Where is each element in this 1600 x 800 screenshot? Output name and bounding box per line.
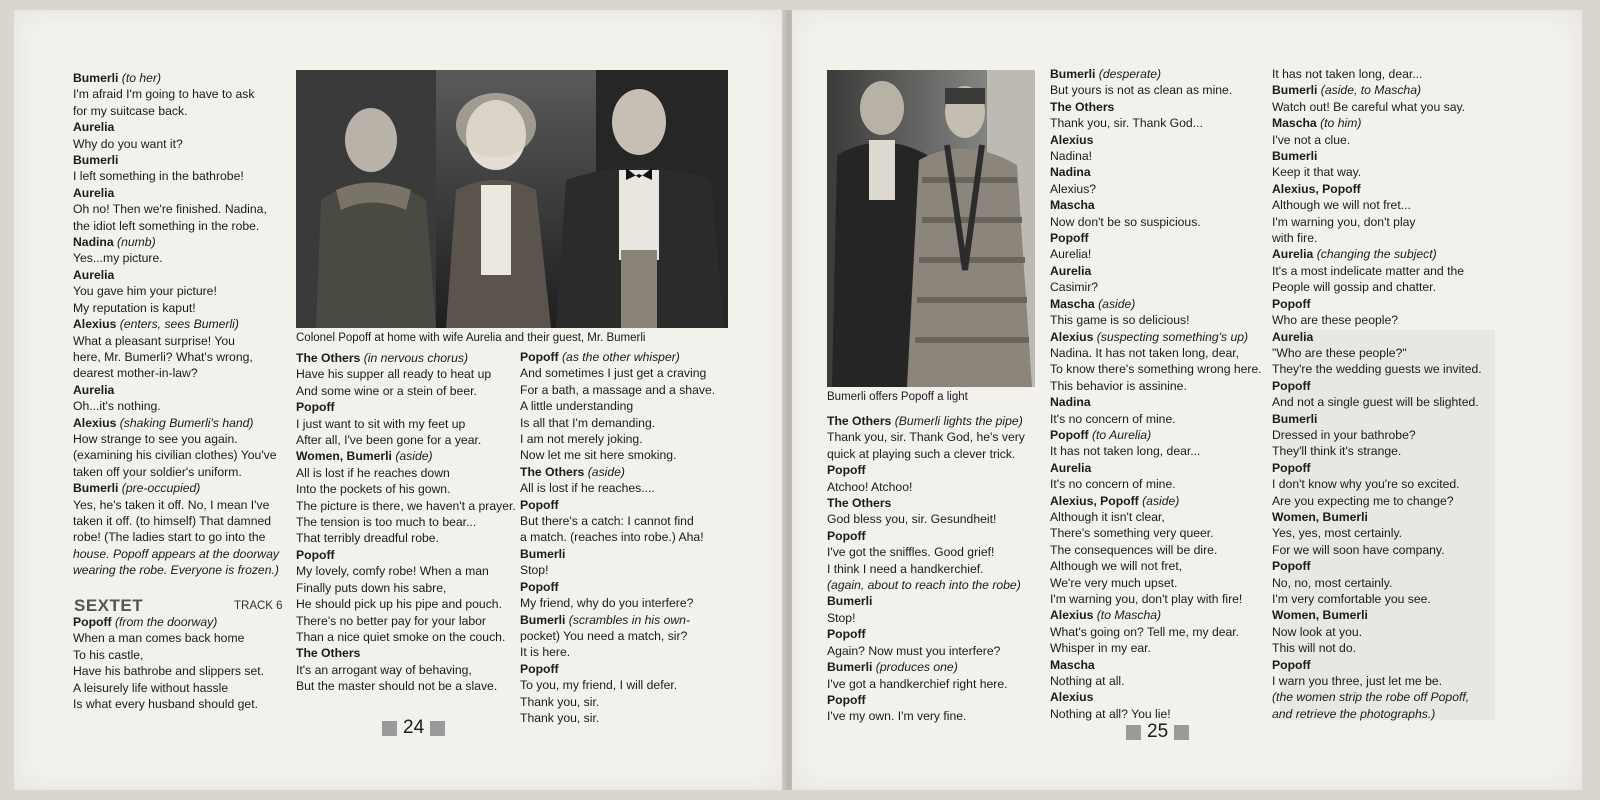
stage-direction: (to Mascha) bbox=[1096, 608, 1162, 623]
lyric-line: Watch out! Be careful what you say. bbox=[1272, 99, 1466, 114]
lyric-line: I'm very comfortable you see. bbox=[1272, 592, 1431, 606]
speaker-name: Aurelia bbox=[1050, 263, 1092, 278]
speaker-name: Aurelia bbox=[1050, 460, 1092, 475]
lyric-line: The picture is there, we haven't a prayer. bbox=[296, 498, 516, 513]
speaker-name: The Others bbox=[296, 351, 361, 365]
lyric-line: Casimir? bbox=[1050, 280, 1099, 295]
lyric-line: Thank you, sir. bbox=[520, 710, 600, 725]
lyric-line: And not a single guest will be slighted. bbox=[1272, 395, 1479, 410]
speaker-line bbox=[1272, 460, 1482, 476]
speaker-line bbox=[520, 579, 715, 595]
speaker-name: Alexius, Popoff bbox=[1050, 493, 1139, 508]
lyric-line: Oh...it's nothing. bbox=[73, 399, 161, 414]
speaker-name: Aurelia bbox=[73, 120, 115, 135]
speaker-line bbox=[1272, 558, 1482, 574]
speaker-line bbox=[827, 659, 1025, 675]
lyric-line: Finally puts down his sabre, bbox=[296, 580, 447, 595]
speaker-name: Bumerli bbox=[1272, 83, 1318, 98]
lyric-line: A leisurely life without hassle bbox=[73, 680, 229, 695]
speaker-name: Aurelia bbox=[73, 185, 115, 200]
lyric-line: Now look at you. bbox=[1272, 624, 1363, 639]
stage-direction: (aside) bbox=[1142, 493, 1180, 508]
speaker-line bbox=[73, 614, 264, 630]
lyric-line: God bless you, sir. Gesundheit! bbox=[827, 512, 997, 527]
speaker-line bbox=[827, 462, 1025, 478]
lyric-line: Yes, he's taken it off. No, I mean I've bbox=[73, 497, 270, 512]
lyric-line: The tension is too much to bear... bbox=[296, 515, 477, 530]
lyric-line: Yes, yes, most certainly. bbox=[1272, 526, 1403, 541]
lyric-line: I just want to sit with my feet up bbox=[296, 416, 466, 431]
speaker-line bbox=[1272, 181, 1482, 197]
lyric-line: All is lost if he reaches down bbox=[296, 465, 450, 480]
lyric-line: Keep it that way. bbox=[1272, 165, 1362, 180]
speaker-name: Popoff bbox=[296, 547, 335, 562]
lyric-line: here, Mr. Bumerli? What's wrong, bbox=[73, 349, 253, 364]
page-number-square-icon bbox=[382, 721, 397, 736]
stage-direction: (enters, sees Bumerli) bbox=[119, 317, 239, 332]
speaker-line bbox=[1050, 132, 1262, 148]
stage-direction: (aside) bbox=[1098, 296, 1136, 311]
lyric-line: I'm warning you, don't play bbox=[1272, 214, 1416, 229]
lyric-line: the idiot left something in the robe. bbox=[73, 218, 260, 233]
photo-caption-left: Colonel Popoff at home with wife Aurelia and their guest, Mr. Bumerli bbox=[296, 332, 646, 344]
speaker-name: Bumerli bbox=[827, 660, 873, 675]
speaker-line bbox=[1272, 148, 1482, 164]
lyric-line: A little understanding bbox=[520, 399, 634, 414]
speaker-name: Popoff bbox=[73, 615, 112, 629]
lyric-line: It's a most indelicate matter and the bbox=[1272, 263, 1465, 278]
stage-direction: (desperate) bbox=[1098, 67, 1162, 81]
lyric-line: But there's a catch: I cannot find bbox=[520, 514, 694, 529]
lyric-line: It is here. bbox=[520, 645, 571, 660]
speaker-line bbox=[827, 692, 1025, 708]
lyric-line: Who are these people? bbox=[1272, 313, 1399, 328]
speaker-name: Popoff bbox=[520, 579, 559, 594]
speaker-line bbox=[1272, 296, 1482, 312]
stage-direction: (produces one) bbox=[875, 660, 958, 675]
lyric-line: I've got a handkerchief right here. bbox=[827, 676, 1008, 691]
lyric-line: Now don't be so suspicious. bbox=[1050, 214, 1201, 229]
lyric-line: For a bath, a massage and a shave. bbox=[520, 382, 716, 397]
speaker-name: Bumerli bbox=[73, 481, 119, 496]
speaker-name: Popoff bbox=[520, 497, 559, 512]
page-number-left bbox=[382, 717, 445, 739]
lyric-line: Although we will not fret... bbox=[1272, 198, 1411, 213]
speaker-line bbox=[520, 497, 715, 513]
lyric-line: To you, my friend, I will defer. bbox=[520, 678, 678, 693]
speaker-name: Mascha bbox=[1050, 657, 1095, 672]
lyric-line: But the master should not be a slave. bbox=[296, 679, 498, 694]
stage-direction: (to Aurelia) bbox=[1091, 427, 1152, 442]
lyric-line: No, no, most certainly. bbox=[1272, 575, 1393, 590]
speaker-line bbox=[1050, 689, 1262, 705]
speaker-name: Popoff bbox=[520, 661, 559, 676]
stage-direction: (Bumerli lights the pipe) bbox=[894, 414, 1023, 428]
lyric-line: Into the pockets of his gown. bbox=[296, 482, 451, 497]
lyric-line: I'm afraid I'm going to have to ask bbox=[73, 87, 255, 102]
speaker-name: Alexius bbox=[1050, 608, 1094, 623]
lyric-line: All is lost if he reaches.... bbox=[520, 481, 655, 496]
lyric-line: My reputation is kaput! bbox=[73, 300, 196, 315]
lyric-line: Nothing at all. bbox=[1050, 674, 1125, 689]
speaker-name: Mascha bbox=[1050, 198, 1095, 213]
speaker-line bbox=[1272, 657, 1482, 673]
speaker-name: Bumerli bbox=[1272, 149, 1318, 164]
speaker-name: Popoff bbox=[1050, 231, 1089, 246]
lyric-line: There's no better pay for your labor bbox=[296, 613, 486, 628]
lyric-line: And sometimes I just get a craving bbox=[520, 366, 707, 381]
right-column-2 bbox=[1050, 66, 1262, 722]
stage-direction-line: (the women strip the robe off Popoff, bbox=[1272, 690, 1470, 705]
speaker-line bbox=[73, 234, 279, 250]
stage-direction: (in nervous chorus) bbox=[363, 351, 469, 365]
speaker-line bbox=[1050, 263, 1262, 279]
stage-direction-line: house. Popoff appears at the doorway bbox=[73, 546, 279, 561]
left-column-3 bbox=[520, 349, 715, 726]
stage-direction: (to him) bbox=[1320, 116, 1362, 131]
lyric-line: That terribly dreadful robe. bbox=[296, 531, 439, 546]
speaker-line bbox=[1050, 230, 1262, 246]
lyric-line: The consequences will be dire. bbox=[1050, 542, 1218, 557]
lyric-line: Stop! bbox=[520, 563, 549, 578]
lyric-line: Now let me sit here smoking. bbox=[520, 448, 677, 463]
lyric-line: taken it off. (to himself) That damned bbox=[73, 513, 272, 528]
lyric-line: It's no concern of mine. bbox=[1050, 411, 1176, 426]
speaker-name: The Others bbox=[827, 496, 892, 511]
stage-direction: (to her) bbox=[121, 71, 162, 85]
speaker-line bbox=[827, 626, 1025, 642]
lyric-line: I think I need a handkerchief. bbox=[827, 561, 984, 576]
speaker-name: Popoff bbox=[827, 528, 866, 543]
lyric-line: Nadina! bbox=[1050, 149, 1093, 164]
speaker-name: Popoff bbox=[1272, 657, 1311, 672]
stage-direction: (scrambles in his own- bbox=[568, 612, 691, 627]
lyric-line: Oh no! Then we're finished. Nadina, bbox=[73, 202, 267, 217]
speaker-name: Nadina bbox=[1050, 395, 1091, 410]
speaker-line bbox=[1272, 607, 1482, 623]
speaker-name: The Others bbox=[827, 414, 892, 428]
speaker-name: Nadina bbox=[73, 235, 114, 250]
lyric-line: He should pick up his pipe and pouch. bbox=[296, 597, 502, 612]
speaker-name: The Others bbox=[520, 464, 585, 479]
speaker-line bbox=[296, 399, 516, 415]
lyric-line: I left something in the bathrobe! bbox=[73, 169, 244, 184]
left-column-1b bbox=[73, 614, 264, 712]
speaker-line bbox=[73, 70, 279, 86]
speaker-name: Popoff bbox=[520, 350, 559, 364]
speaker-name: Alexius bbox=[1050, 132, 1094, 147]
lyric-line: quick at playing such a clever trick. bbox=[827, 446, 1016, 461]
speaker-line bbox=[1050, 66, 1262, 82]
stage-direction: (changing the subject) bbox=[1316, 247, 1437, 262]
left-column-2 bbox=[296, 350, 516, 695]
speaker-line bbox=[73, 415, 279, 431]
speaker-line bbox=[1050, 427, 1262, 443]
lyric-line: "Who are these people?" bbox=[1272, 345, 1407, 360]
lyric-line: I warn you three, just let me be. bbox=[1272, 674, 1443, 689]
speaker-line bbox=[1272, 411, 1482, 427]
stage-direction: (pre-occupied) bbox=[121, 481, 201, 496]
speaker-line bbox=[1272, 115, 1482, 131]
lyric-line: I've not a clue. bbox=[1272, 132, 1351, 147]
stage-photo-left bbox=[296, 70, 728, 328]
lyric-line: And some wine or a stein of beer. bbox=[296, 383, 477, 398]
lyric-line: They'll think it's strange. bbox=[1272, 444, 1402, 459]
speaker-line bbox=[1050, 607, 1262, 623]
speaker-name: Alexius bbox=[73, 317, 117, 332]
lyric-line: Aurelia! bbox=[1050, 247, 1092, 262]
lyric-line: robe! (The ladies start to go into the bbox=[73, 530, 266, 545]
lyric-line: Although it isn't clear, bbox=[1050, 509, 1165, 524]
lyric-line: Again? Now must you interfere? bbox=[827, 643, 1001, 658]
lyric-line: They're the wedding guests we invited. bbox=[1272, 362, 1482, 377]
speaker-line bbox=[73, 185, 279, 201]
speaker-name: Popoff bbox=[1272, 378, 1311, 393]
lyric-line: Is all that I'm demanding. bbox=[520, 415, 656, 430]
lyric-line: You gave him your picture! bbox=[73, 284, 217, 299]
right-column-3 bbox=[1272, 66, 1482, 722]
speaker-line bbox=[520, 612, 715, 628]
speaker-line bbox=[827, 495, 1025, 511]
lyric-line: It's no concern of mine. bbox=[1050, 477, 1176, 492]
speaker-line bbox=[520, 546, 715, 562]
speaker-line bbox=[296, 448, 516, 464]
stage-direction: (aside) bbox=[395, 449, 433, 464]
stage-direction: (suspecting something's up) bbox=[1096, 329, 1249, 344]
lyric-line: When a man comes back home bbox=[73, 631, 245, 646]
speaker-name: Alexius bbox=[1050, 329, 1094, 344]
speaker-name: Alexius, Popoff bbox=[1272, 181, 1361, 196]
lyric-line: pocket) You need a match, sir? bbox=[520, 628, 688, 643]
page-number-text: 24 bbox=[403, 717, 425, 738]
lyric-line: Whisper in my ear. bbox=[1050, 641, 1151, 656]
lyric-line: People will gossip and chatter. bbox=[1272, 280, 1436, 295]
speaker-name: Popoff bbox=[827, 463, 866, 478]
stage-direction: (from the doorway) bbox=[114, 615, 218, 629]
speaker-name: Aurelia bbox=[73, 267, 115, 282]
lyric-line: This behavior is assinine. bbox=[1050, 378, 1187, 393]
lyric-line: To know there's something wrong here. bbox=[1050, 362, 1262, 377]
speaker-line bbox=[296, 350, 516, 366]
speaker-line bbox=[296, 645, 516, 661]
lyric-line: For we will soon have company. bbox=[1272, 542, 1445, 557]
lyric-line: How strange to see you again. bbox=[73, 431, 238, 446]
speaker-line bbox=[73, 119, 279, 135]
page-number-right bbox=[1126, 721, 1189, 743]
speaker-name: The Others bbox=[296, 646, 361, 661]
speaker-line bbox=[73, 480, 279, 496]
lyric-line: Atchoo! Atchoo! bbox=[827, 479, 913, 494]
lyric-line: Why do you want it? bbox=[73, 136, 183, 151]
speaker-name: Bumerli bbox=[1050, 67, 1096, 81]
speaker-name: Women, Bumerli bbox=[1272, 509, 1368, 524]
lyric-line: Have his bathrobe and slippers set. bbox=[73, 664, 265, 679]
stage-direction: (aside) bbox=[587, 464, 625, 479]
speaker-line bbox=[1050, 197, 1262, 213]
lyric-line: I'm warning you, don't play with fire! bbox=[1050, 592, 1243, 606]
page-number-text: 25 bbox=[1147, 721, 1169, 742]
speaker-name: Mascha bbox=[1272, 116, 1317, 131]
lyric-line: It has not taken long, dear... bbox=[1272, 67, 1423, 81]
speaker-name: Bumerli bbox=[520, 612, 566, 627]
speaker-name: Popoff bbox=[1272, 460, 1311, 475]
speaker-line bbox=[827, 413, 1025, 429]
speaker-line bbox=[1050, 657, 1262, 673]
lyric-line: Dressed in your bathrobe? bbox=[1272, 427, 1416, 442]
lyric-line: Is what every husband should get. bbox=[73, 697, 258, 712]
speaker-line bbox=[1272, 378, 1482, 394]
lyric-line: But yours is not as clean as mine. bbox=[1050, 83, 1233, 98]
page-number-square-icon bbox=[1126, 725, 1141, 740]
stage-direction: (as the other whisper) bbox=[561, 350, 680, 364]
speaker-name: Alexius bbox=[1050, 690, 1094, 705]
speaker-line bbox=[1272, 329, 1482, 345]
speaker-name: Popoff bbox=[827, 692, 866, 707]
photo-caption-right: Bumerli offers Popoff a light bbox=[827, 391, 968, 403]
speaker-name: Aurelia bbox=[1272, 247, 1314, 262]
speaker-name: Alexius bbox=[73, 415, 117, 430]
lyric-line: To his castle, bbox=[73, 647, 144, 662]
speaker-line bbox=[73, 267, 279, 283]
speaker-line bbox=[73, 316, 279, 332]
stage-photo-right bbox=[827, 70, 1035, 387]
speaker-line bbox=[1272, 509, 1482, 525]
section-title: SEXTET bbox=[74, 596, 144, 615]
lyric-line: There's something very queer. bbox=[1050, 526, 1214, 541]
speaker-name: Aurelia bbox=[73, 382, 115, 397]
lyric-line: Are you expecting me to change? bbox=[1272, 493, 1454, 508]
lyric-line: Have his supper all ready to heat up bbox=[296, 367, 492, 382]
speaker-line bbox=[1050, 164, 1262, 180]
stage-direction-line: and retrieve the photographs.) bbox=[1272, 706, 1436, 721]
page-number-square-icon bbox=[1174, 725, 1189, 740]
speaker-line bbox=[520, 661, 715, 677]
lyric-line: Nothing at all? You lie! bbox=[1050, 706, 1171, 721]
lyric-line: My lovely, comfy robe! When a man bbox=[296, 564, 489, 579]
stage-photo-left-image bbox=[296, 70, 728, 328]
lyric-line: I am not merely joking. bbox=[520, 432, 643, 447]
stage-direction: (shaking Bumerli's hand) bbox=[119, 415, 254, 430]
speaker-name: Bumerli bbox=[520, 546, 566, 561]
lyric-line: We're very much upset. bbox=[1050, 575, 1178, 590]
lyric-line: Yes...my picture. bbox=[73, 251, 163, 266]
speaker-line bbox=[73, 152, 279, 168]
lyric-line: dearest mother-in-law? bbox=[73, 366, 198, 381]
speaker-line bbox=[1050, 493, 1262, 509]
speaker-name: Women, Bumerli bbox=[1272, 608, 1368, 623]
speaker-name: Aurelia bbox=[1272, 329, 1314, 344]
speaker-name: Mascha bbox=[1050, 296, 1095, 311]
speaker-line bbox=[73, 382, 279, 398]
lyric-line: I've my own. I'm very fine. bbox=[827, 709, 967, 724]
lyric-line: Thank you, sir. bbox=[520, 694, 600, 709]
speaker-name: Bumerli bbox=[827, 594, 873, 609]
speaker-line bbox=[827, 528, 1025, 544]
lyric-line: It has not taken long, dear... bbox=[1050, 444, 1201, 459]
speaker-name: The Others bbox=[1050, 99, 1115, 114]
lyric-line: Thank you, sir. Thank God... bbox=[1050, 116, 1203, 131]
lyric-line: Nadina. It has not taken long, dear, bbox=[1050, 345, 1240, 360]
lyric-line: My friend, why do you interfere? bbox=[520, 596, 694, 611]
lyric-line: It's an arrogant way of behaving, bbox=[296, 662, 472, 677]
speaker-line bbox=[1272, 246, 1482, 262]
right-column-1 bbox=[827, 413, 1025, 725]
lyric-line: Stop! bbox=[827, 610, 856, 625]
stage-direction-line: wearing the robe. Everyone is frozen.) bbox=[73, 563, 279, 578]
speaker-name: Popoff bbox=[1272, 296, 1311, 311]
lyric-line: This will not do. bbox=[1272, 641, 1356, 656]
speaker-line bbox=[1050, 394, 1262, 410]
lyric-line: for my suitcase back. bbox=[73, 103, 188, 118]
lyric-line: What a pleasant surprise! You bbox=[73, 333, 235, 348]
speaker-line bbox=[1050, 460, 1262, 476]
speaker-line bbox=[296, 547, 516, 563]
stage-direction: (aside, to Mascha) bbox=[1320, 83, 1422, 98]
speaker-name: Nadina bbox=[1050, 165, 1091, 180]
lyric-line: a match. (reaches into robe.) Aha! bbox=[520, 530, 704, 545]
stage-direction-line: (again, about to reach into the robe) bbox=[827, 578, 1021, 593]
lyric-line: (examining his civilian clothes) You've bbox=[73, 448, 277, 463]
left-column-1 bbox=[73, 70, 279, 579]
speaker-line bbox=[520, 464, 715, 480]
speaker-line bbox=[1050, 329, 1262, 345]
stage-photo-right-image bbox=[827, 70, 1035, 387]
speaker-name: Bumerli bbox=[73, 153, 119, 168]
lyric-line: I don't know why you're so excited. bbox=[1272, 477, 1460, 492]
lyric-line: Thank you, sir. Thank God, he's very bbox=[827, 430, 1025, 445]
lyric-line: This game is so delicious! bbox=[1050, 313, 1190, 328]
speaker-name: Bumerli bbox=[73, 71, 119, 85]
speaker-name: Bumerli bbox=[1272, 411, 1318, 426]
page-number-square-icon bbox=[430, 721, 445, 736]
speaker-line bbox=[1050, 99, 1262, 115]
stage-direction: (numb) bbox=[117, 235, 156, 250]
lyric-line: Than a nice quiet smoke on the couch. bbox=[296, 629, 506, 644]
speaker-name: Popoff bbox=[296, 400, 335, 415]
speaker-line bbox=[1050, 296, 1262, 312]
lyric-line: I've got the sniffles. Good grief! bbox=[827, 545, 995, 560]
speaker-line bbox=[827, 593, 1025, 609]
lyric-line: After all, I've been gone for a year. bbox=[296, 433, 482, 448]
lyric-line: taken off your soldier's uniform. bbox=[73, 464, 242, 479]
speaker-name: Popoff bbox=[827, 627, 866, 642]
lyric-line: with fire. bbox=[1272, 231, 1318, 246]
speaker-line bbox=[520, 349, 715, 365]
speaker-name: Women, Bumerli bbox=[296, 449, 392, 464]
speaker-name: Popoff bbox=[1050, 427, 1089, 442]
lyric-line: Although we will not fret, bbox=[1050, 559, 1183, 574]
speaker-name: Popoff bbox=[1272, 559, 1311, 574]
track-label: TRACK 6 bbox=[234, 600, 283, 612]
lyric-line: What's going on? Tell me, my dear. bbox=[1050, 624, 1240, 639]
speaker-line bbox=[1272, 82, 1482, 98]
lyric-line: Alexius? bbox=[1050, 181, 1097, 196]
